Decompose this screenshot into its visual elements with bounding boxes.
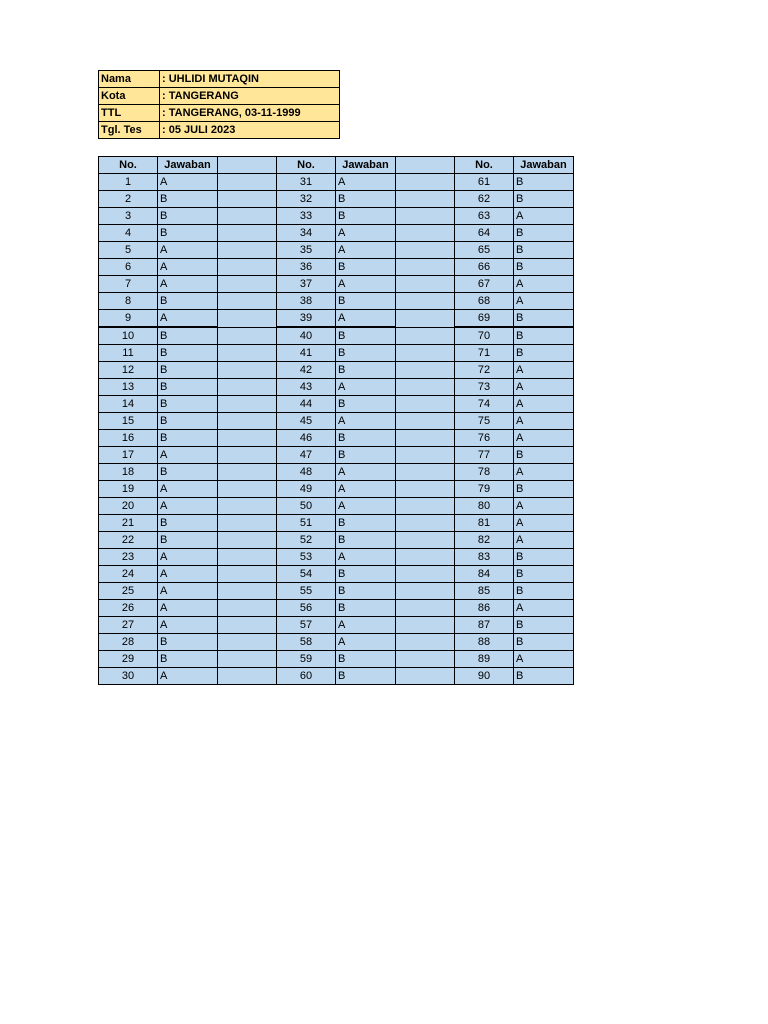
answer-value: A [158, 668, 218, 685]
question-number: 1 [99, 174, 158, 191]
question-number: 6 [99, 259, 158, 276]
column-gap [218, 498, 277, 515]
column-gap [218, 668, 277, 685]
answer-value: A [158, 583, 218, 600]
info-value: : 05 JULI 2023 [160, 122, 340, 139]
answer-value: A [336, 464, 396, 481]
question-number: 9 [99, 310, 158, 328]
column-gap [396, 447, 455, 464]
answer-value: B [336, 396, 396, 413]
question-number: 72 [455, 362, 514, 379]
column-gap [218, 276, 277, 293]
question-number: 65 [455, 242, 514, 259]
answer-value: A [514, 532, 574, 549]
question-number: 15 [99, 413, 158, 430]
question-number: 14 [99, 396, 158, 413]
column-gap [396, 310, 455, 328]
answer-value: A [514, 600, 574, 617]
table-row [99, 259, 574, 276]
question-number: 22 [99, 532, 158, 549]
question-number: 31 [277, 174, 336, 191]
table-row [99, 327, 574, 345]
answer-value: A [514, 498, 574, 515]
answer-value: B [158, 413, 218, 430]
answer-value: B [514, 327, 574, 345]
question-number: 29 [99, 651, 158, 668]
answer-value: A [336, 242, 396, 259]
answer-value: B [336, 651, 396, 668]
answer-value: A [158, 174, 218, 191]
question-number: 5 [99, 242, 158, 259]
column-gap [218, 242, 277, 259]
question-number: 70 [455, 327, 514, 345]
answer-value: A [158, 566, 218, 583]
answer-value: A [514, 413, 574, 430]
info-value: : TANGERANG, 03-11-1999 [160, 105, 340, 122]
question-number: 46 [277, 430, 336, 447]
table-row [99, 174, 574, 191]
answer-value: B [514, 225, 574, 242]
column-gap [218, 396, 277, 413]
table-row [99, 481, 574, 498]
answer-value: A [514, 430, 574, 447]
question-number: 62 [455, 191, 514, 208]
table-row [99, 191, 574, 208]
answer-value: B [336, 293, 396, 310]
answer-value: A [336, 276, 396, 293]
answer-value: A [514, 396, 574, 413]
answer-value: A [514, 276, 574, 293]
question-number: 24 [99, 566, 158, 583]
column-gap [218, 481, 277, 498]
info-label: Tgl. Tes [99, 122, 160, 139]
question-number: 86 [455, 600, 514, 617]
answer-key-table [98, 156, 574, 685]
answer-value: B [158, 396, 218, 413]
answer-value: B [336, 208, 396, 225]
table-row [99, 617, 574, 634]
column-gap [396, 600, 455, 617]
column-header-no: No. [277, 157, 336, 174]
answer-value: B [158, 327, 218, 345]
question-number: 33 [277, 208, 336, 225]
column-gap [218, 157, 277, 174]
column-gap [396, 293, 455, 310]
column-gap [218, 430, 277, 447]
answer-value: B [514, 174, 574, 191]
answer-value: B [514, 345, 574, 362]
question-number: 53 [277, 549, 336, 566]
column-gap [396, 276, 455, 293]
answer-value: A [336, 549, 396, 566]
column-gap [218, 634, 277, 651]
column-gap [218, 566, 277, 583]
answer-value: B [336, 447, 396, 464]
answer-value: B [514, 634, 574, 651]
question-number: 76 [455, 430, 514, 447]
answer-value: B [514, 242, 574, 259]
question-number: 54 [277, 566, 336, 583]
column-gap [396, 157, 455, 174]
question-number: 36 [277, 259, 336, 276]
column-gap [396, 225, 455, 242]
answer-value: B [336, 327, 396, 345]
column-gap [396, 362, 455, 379]
question-number: 75 [455, 413, 514, 430]
question-number: 88 [455, 634, 514, 651]
answer-value: B [336, 191, 396, 208]
question-number: 43 [277, 379, 336, 396]
question-number: 8 [99, 293, 158, 310]
question-number: 16 [99, 430, 158, 447]
column-gap [218, 259, 277, 276]
table-row [99, 634, 574, 651]
answer-value: A [514, 651, 574, 668]
question-number: 49 [277, 481, 336, 498]
answer-value: A [158, 259, 218, 276]
answer-value: A [514, 515, 574, 532]
answer-value: B [158, 208, 218, 225]
question-number: 19 [99, 481, 158, 498]
column-gap [396, 413, 455, 430]
table-row [99, 651, 574, 668]
info-row [99, 122, 340, 139]
column-gap [396, 259, 455, 276]
column-gap [218, 208, 277, 225]
answer-value: B [158, 362, 218, 379]
participant-info-table [98, 70, 340, 139]
question-number: 3 [99, 208, 158, 225]
question-number: 48 [277, 464, 336, 481]
info-row [99, 88, 340, 105]
question-number: 55 [277, 583, 336, 600]
column-gap [218, 651, 277, 668]
answer-value: B [514, 566, 574, 583]
question-number: 71 [455, 345, 514, 362]
answer-value: B [336, 362, 396, 379]
answer-value: A [158, 481, 218, 498]
table-row [99, 515, 574, 532]
answer-value: A [336, 634, 396, 651]
answer-value: B [158, 430, 218, 447]
answer-value: B [336, 566, 396, 583]
answer-value: B [336, 345, 396, 362]
answer-value: B [514, 259, 574, 276]
answer-value: A [514, 208, 574, 225]
table-row [99, 276, 574, 293]
answer-value: B [158, 293, 218, 310]
answer-value: B [158, 651, 218, 668]
question-number: 77 [455, 447, 514, 464]
answer-value: B [158, 345, 218, 362]
table-row [99, 668, 574, 685]
question-number: 42 [277, 362, 336, 379]
column-gap [218, 549, 277, 566]
question-number: 39 [277, 310, 336, 328]
question-number: 10 [99, 327, 158, 345]
table-row [99, 208, 574, 225]
column-header-no: No. [455, 157, 514, 174]
answer-value: A [336, 310, 396, 328]
answer-value: B [336, 259, 396, 276]
column-gap [396, 396, 455, 413]
question-number: 11 [99, 345, 158, 362]
question-number: 60 [277, 668, 336, 685]
question-number: 32 [277, 191, 336, 208]
column-header-no: No. [99, 157, 158, 174]
table-row [99, 430, 574, 447]
answer-value: B [336, 668, 396, 685]
question-number: 56 [277, 600, 336, 617]
question-number: 35 [277, 242, 336, 259]
question-number: 28 [99, 634, 158, 651]
column-gap [396, 464, 455, 481]
question-number: 23 [99, 549, 158, 566]
column-gap [396, 583, 455, 600]
column-gap [396, 498, 455, 515]
question-number: 63 [455, 208, 514, 225]
column-gap [218, 362, 277, 379]
question-number: 25 [99, 583, 158, 600]
column-gap [396, 191, 455, 208]
question-number: 82 [455, 532, 514, 549]
question-number: 84 [455, 566, 514, 583]
column-gap [396, 668, 455, 685]
table-row [99, 310, 574, 328]
column-gap [218, 379, 277, 396]
question-number: 26 [99, 600, 158, 617]
answer-value: A [158, 276, 218, 293]
answer-value: A [514, 293, 574, 310]
column-gap [218, 600, 277, 617]
column-gap [218, 327, 277, 345]
column-gap [218, 515, 277, 532]
answer-value: B [514, 310, 574, 328]
answer-value: A [514, 362, 574, 379]
column-gap [396, 651, 455, 668]
table-header-row [99, 157, 574, 174]
question-number: 38 [277, 293, 336, 310]
answer-value: B [158, 191, 218, 208]
column-gap [396, 634, 455, 651]
column-gap [396, 532, 455, 549]
answer-value: A [336, 225, 396, 242]
question-number: 58 [277, 634, 336, 651]
table-row [99, 345, 574, 362]
question-number: 30 [99, 668, 158, 685]
question-number: 81 [455, 515, 514, 532]
column-gap [396, 208, 455, 225]
table-row [99, 362, 574, 379]
table-row [99, 293, 574, 310]
answer-value: A [158, 549, 218, 566]
question-number: 4 [99, 225, 158, 242]
question-number: 80 [455, 498, 514, 515]
column-gap [396, 327, 455, 345]
answer-value: B [514, 549, 574, 566]
column-gap [218, 583, 277, 600]
question-number: 21 [99, 515, 158, 532]
column-gap [218, 447, 277, 464]
answer-value: A [514, 379, 574, 396]
answer-value: B [158, 634, 218, 651]
table-row [99, 447, 574, 464]
answer-value: A [158, 600, 218, 617]
question-number: 68 [455, 293, 514, 310]
column-gap [218, 413, 277, 430]
question-number: 83 [455, 549, 514, 566]
answer-value: A [336, 617, 396, 634]
answer-value: A [336, 481, 396, 498]
question-number: 27 [99, 617, 158, 634]
table-row [99, 566, 574, 583]
table-row [99, 600, 574, 617]
info-row [99, 71, 340, 88]
question-number: 78 [455, 464, 514, 481]
column-gap [396, 379, 455, 396]
question-number: 7 [99, 276, 158, 293]
info-value: : UHLIDI MUTAQIN [160, 71, 340, 88]
table-row [99, 225, 574, 242]
answer-value: B [336, 532, 396, 549]
question-number: 61 [455, 174, 514, 191]
question-number: 12 [99, 362, 158, 379]
question-number: 2 [99, 191, 158, 208]
column-header-jawaban: Jawaban [514, 157, 574, 174]
question-number: 79 [455, 481, 514, 498]
question-number: 45 [277, 413, 336, 430]
answer-value: B [514, 617, 574, 634]
question-number: 44 [277, 396, 336, 413]
question-number: 37 [277, 276, 336, 293]
column-gap [218, 225, 277, 242]
question-number: 69 [455, 310, 514, 328]
answer-value: B [158, 464, 218, 481]
question-number: 13 [99, 379, 158, 396]
table-row [99, 464, 574, 481]
question-number: 34 [277, 225, 336, 242]
column-gap [218, 617, 277, 634]
answer-value: B [514, 191, 574, 208]
table-row [99, 532, 574, 549]
question-number: 89 [455, 651, 514, 668]
column-gap [396, 566, 455, 583]
answer-value: A [336, 379, 396, 396]
column-gap [396, 549, 455, 566]
answer-value: A [514, 464, 574, 481]
question-number: 57 [277, 617, 336, 634]
question-number: 18 [99, 464, 158, 481]
answer-value: B [158, 515, 218, 532]
question-number: 85 [455, 583, 514, 600]
question-number: 87 [455, 617, 514, 634]
table-row [99, 413, 574, 430]
question-number: 73 [455, 379, 514, 396]
question-number: 47 [277, 447, 336, 464]
answer-value: B [336, 515, 396, 532]
column-gap [396, 481, 455, 498]
info-label: Kota [99, 88, 160, 105]
info-value: : TANGERANG [160, 88, 340, 105]
question-number: 17 [99, 447, 158, 464]
column-gap [396, 617, 455, 634]
answer-value: B [514, 447, 574, 464]
column-gap [396, 515, 455, 532]
answer-value: A [336, 174, 396, 191]
column-gap [218, 464, 277, 481]
answer-value: B [158, 379, 218, 396]
column-gap [218, 532, 277, 549]
column-gap [396, 345, 455, 362]
answer-value: A [336, 498, 396, 515]
question-number: 52 [277, 532, 336, 549]
question-number: 50 [277, 498, 336, 515]
column-gap [396, 174, 455, 191]
answer-value: A [336, 413, 396, 430]
info-label: TTL [99, 105, 160, 122]
question-number: 64 [455, 225, 514, 242]
question-number: 59 [277, 651, 336, 668]
question-number: 20 [99, 498, 158, 515]
answer-value: B [158, 532, 218, 549]
answer-value: B [514, 481, 574, 498]
table-row [99, 396, 574, 413]
column-gap [218, 174, 277, 191]
column-header-jawaban: Jawaban [158, 157, 218, 174]
answer-value: B [336, 583, 396, 600]
table-row [99, 379, 574, 396]
info-label: Nama [99, 71, 160, 88]
question-number: 74 [455, 396, 514, 413]
answer-value: B [336, 430, 396, 447]
question-number: 40 [277, 327, 336, 345]
column-gap [218, 191, 277, 208]
column-gap [218, 293, 277, 310]
answer-value: A [158, 498, 218, 515]
table-row [99, 242, 574, 259]
answer-value: A [158, 447, 218, 464]
answer-value: A [158, 242, 218, 259]
table-row [99, 583, 574, 600]
table-row [99, 498, 574, 515]
table-row [99, 549, 574, 566]
question-number: 41 [277, 345, 336, 362]
answer-value: B [514, 583, 574, 600]
column-gap [218, 310, 277, 328]
answer-value: B [514, 668, 574, 685]
column-gap [218, 345, 277, 362]
column-header-jawaban: Jawaban [336, 157, 396, 174]
question-number: 66 [455, 259, 514, 276]
column-gap [396, 242, 455, 259]
column-gap [396, 430, 455, 447]
answer-value: A [158, 617, 218, 634]
answer-value: B [336, 600, 396, 617]
question-number: 67 [455, 276, 514, 293]
answer-value: B [158, 225, 218, 242]
info-row [99, 105, 340, 122]
answer-value: A [158, 310, 218, 328]
question-number: 51 [277, 515, 336, 532]
question-number: 90 [455, 668, 514, 685]
